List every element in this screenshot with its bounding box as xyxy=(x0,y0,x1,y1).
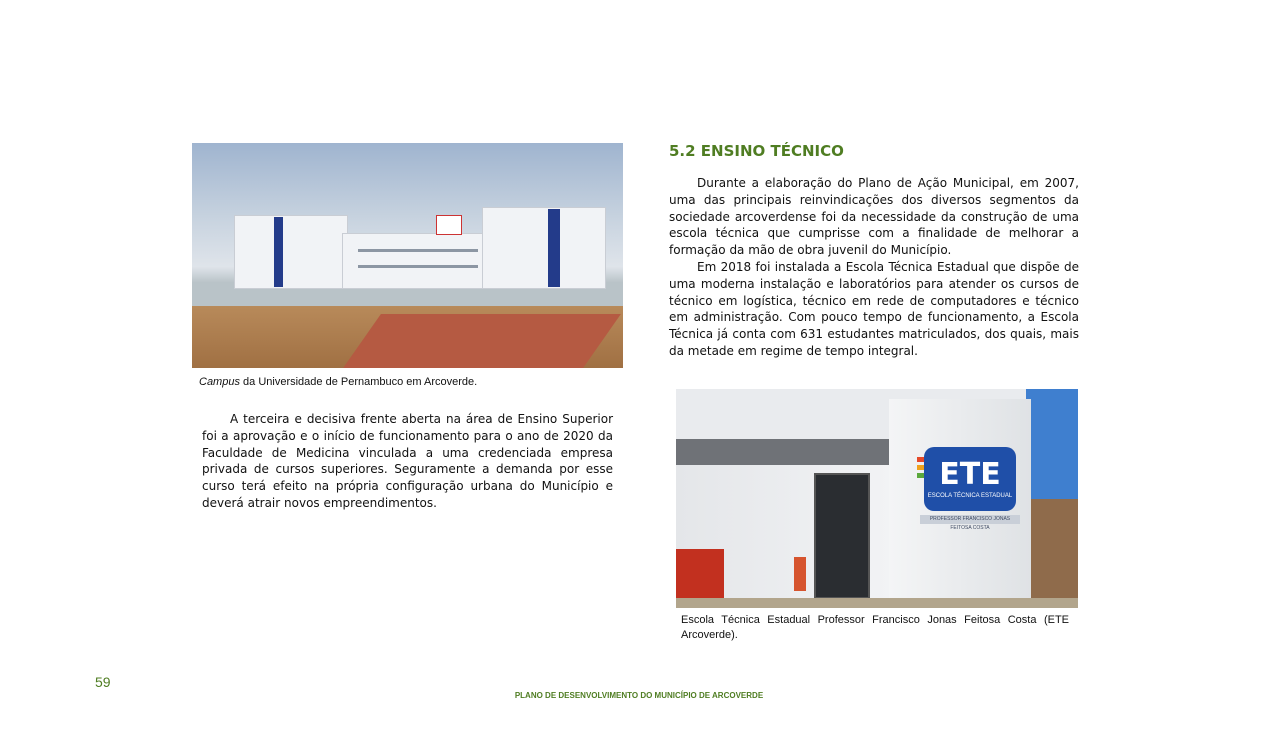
campus-photo xyxy=(192,143,623,368)
paragraph-1: Durante a elaboração do Plano de Ação Municipal, em 2007, uma das principais reinvindicações dos diversos segmentos da sociedade arcoverdense foi da necessidade da construção de uma escola técnica que cumprisse com a finalidade de melhorar a formação da mão de obra juvenil do Município. xyxy=(669,176,1079,258)
left-paragraph: A terceira e decisiva frente aberta na área de Ensino Superior foi a aprovação e o início de funcionamento para o ano de 2020 da Faculdade de Medicina vinculada a uma credenciada empresa privada de cursos superiores. Seguramente a demanda por esse curso terá efeito na própria configuração urbana do Município e deverá atrair novos empreendimentos. xyxy=(202,412,613,510)
right-paragraphs xyxy=(669,175,1079,360)
paragraph-2: Em 2018 foi instalada a Escola Técnica Estadual que dispõe de uma moderna instalação e laboratórios para atender os cursos de técnico em logística, técnico em rede de computadores e técnico em administração. Com pouco tempo de funcionamento, a Escola Técnica já conta com 631 estudantes matriculados, dos quais, mais da metade em regime de tempo integral. xyxy=(669,259,1079,358)
footer-title: PLANO DE DESENVOLVIMENTO DO MUNICÍPIO DE ARCOVERDE xyxy=(514,691,764,700)
ete-sign: ETE ESCOLA TÉCNICA ESTADUAL xyxy=(924,447,1016,511)
section-heading: 5.2 ENSINO TÉCNICO xyxy=(669,142,844,160)
ete-photo-caption: Escola Técnica Estadual Professor Francisco Jonas Feitosa Costa (ETE Arcoverde). xyxy=(681,614,1069,641)
campus-photo-caption: Campus da Universidade de Pernambuco em Arcoverde. xyxy=(199,376,478,388)
ete-photo: ETE ESCOLA TÉCNICA ESTADUAL PROFESSOR FRANCISCO JONAS FEITOSA COSTA xyxy=(676,389,1078,608)
page-number: 59 xyxy=(95,674,111,690)
